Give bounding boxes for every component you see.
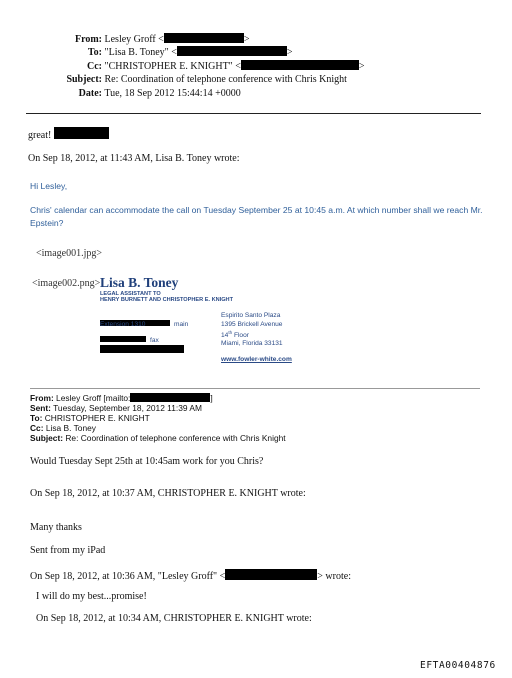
quoted-from-label: From: — [30, 393, 54, 403]
quoted-subject-label: Subject: — [30, 433, 64, 443]
website-link[interactable]: www.fowler-white.com — [221, 356, 292, 363]
quoted-cc-label: Cc: — [30, 423, 44, 433]
address-line-4: Miami, Florida 33131 — [221, 340, 283, 347]
header-from-label: From: — [74, 34, 102, 45]
signature-extension: Extension 1310 — [100, 321, 146, 328]
quoted-subject — [30, 433, 286, 444]
quoted-from-end: ] — [210, 393, 213, 403]
redaction-box — [164, 33, 244, 43]
header-cc — [0, 60, 365, 72]
floor-suffix: th — [228, 330, 233, 335]
quoted-from — [30, 393, 213, 404]
quoted-to-label: To: — [30, 413, 43, 423]
header-from-value: Lesley Groff < — [104, 34, 164, 45]
header-date-value: Tue, 18 Sep 2012 15:44:14 +0000 — [104, 88, 241, 99]
redaction-box — [241, 60, 359, 70]
thread-thanks: Many thanks — [30, 522, 82, 533]
header-subject-label: Subject: — [66, 74, 102, 85]
redaction-box — [130, 393, 213, 403]
header-to-value: "Lisa B. Toney" < — [104, 47, 177, 58]
document-id: EFTA00404876 — [420, 660, 496, 671]
header-to — [0, 46, 293, 58]
header-subject-value: Re: Coordination of telephone conference with Chris Knight — [104, 74, 347, 85]
header-cc-label: Cc: — [87, 61, 102, 72]
signature-name: Lisa B. Toney — [100, 275, 179, 290]
header-cc-value: "CHRISTOPHER E. KNIGHT" < — [104, 61, 241, 72]
thread-tuesday: Would Tuesday Sept 25th at 10:45am work for you Chris? — [30, 456, 264, 467]
wrote-line-3-end: > wrote: — [317, 571, 351, 582]
image002-attachment[interactable]: <image002.png> — [32, 278, 101, 289]
redaction-box — [177, 46, 287, 56]
thread-ipad: Sent from my iPad — [30, 545, 106, 556]
thread-best: I will do my best...promise! — [36, 591, 147, 602]
redaction-box — [54, 127, 109, 139]
signature-title-2: HENRY BURNETT AND CHRISTOPHER E. KNIGHT — [100, 297, 234, 303]
wrote-line-3 — [30, 569, 351, 582]
phone-main-label: main — [174, 321, 189, 328]
address-line-2: 1395 Brickell Avenue — [221, 321, 283, 328]
wrote-line-4: On Sep 18, 2012, at 10:34 AM, CHRISTOPHER E. KNIGHT wrote: — [36, 613, 312, 624]
header-to-label: To: — [87, 47, 102, 58]
quoted-cc — [30, 423, 96, 434]
wrote-line-3-start: On Sep 18, 2012, at 10:36 AM, "Lesley Groff" < — [30, 571, 226, 582]
greeting: Hi Lesley, — [30, 181, 68, 191]
signature-title-1: LEGAL ASSISTANT TO — [100, 291, 161, 297]
signature-redacted-line — [100, 339, 184, 357]
header-cc-end: > — [358, 61, 365, 72]
header-to-end: > — [286, 47, 293, 58]
floor-word: Floor — [232, 332, 249, 340]
quoted-from-value: Lesley Groff [mailto: — [53, 393, 131, 403]
wrote-line-1: On Sep 18, 2012, at 11:43 AM, Lisa B. Toney wrote: — [28, 153, 240, 164]
address-line-3 — [221, 330, 249, 339]
quoted-divider — [30, 388, 480, 389]
reply-great-text: great! — [28, 130, 52, 141]
quoted-cc-value: Lisa B. Toney — [43, 423, 96, 433]
floor-number: 14 — [221, 332, 229, 340]
image001-attachment[interactable]: <image001.jpg> — [36, 248, 102, 259]
quoted-to — [30, 413, 150, 424]
header-from — [0, 33, 249, 45]
quoted-sent — [30, 403, 202, 414]
quoted-sent-value: Tuesday, September 18, 2012 11:39 AM — [50, 403, 202, 413]
header-from-end: > — [243, 34, 250, 45]
header-subject — [0, 74, 347, 85]
redaction-box — [100, 345, 184, 353]
address-line-1: Espirito Santo Plaza — [221, 312, 281, 319]
header-date — [0, 88, 241, 99]
fax-label: fax — [150, 337, 159, 344]
header-date-label: Date: — [78, 88, 102, 99]
wrote-line-2: On Sep 18, 2012, at 10:37 AM, CHRISTOPHER E. KNIGHT wrote: — [30, 488, 306, 499]
quoted-subject-value: Re: Coordination of telephone conference with Chris Knight — [63, 433, 286, 443]
quoted-to-value: CHRISTOPHER E. KNIGHT — [42, 413, 150, 423]
header-divider — [26, 113, 481, 114]
redaction-box — [225, 569, 317, 580]
chris-calendar-line-2: Epstein? — [30, 218, 64, 228]
reply-great — [28, 127, 109, 141]
quoted-sent-label: Sent: — [30, 403, 51, 413]
chris-calendar-line: Chris' calendar can accommodate the call on Tuesday September 25 at 10:45 a.m. At which number shall we reach Mr. — [30, 205, 483, 215]
